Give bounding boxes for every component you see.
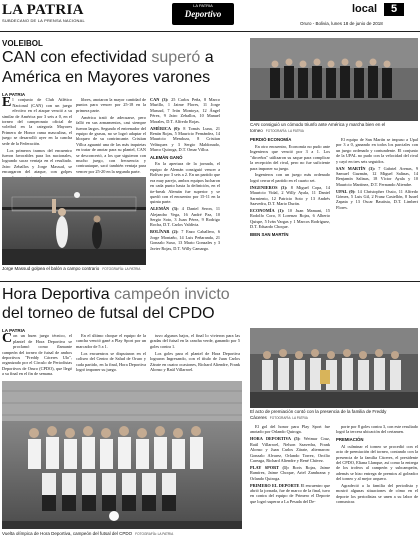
paragraph: Ingenieros con un juego más ordenado logró cerrar el partido en el cuarto set. (250, 172, 330, 183)
subhead: ALEMÁN GANÓ (150, 154, 183, 160)
paragraph: América trató de adecuarse, pero falló en sus armamentos, casi siempre fueron largos. Segundo el entrenador del equipo de grasas, no se logró adaptar el bloqueo de su contrincante. Cristian Villca aguantó una de las más inquietas en tratar de anotar para su plantel, CAN se desconcertó, a los que siguieron con mucho juego, con frecuencia y contraataque, sacó también ventaja para vencer por 25-20 en la segunda parte. (76, 114, 146, 174)
lineup-label: UPAL (0): (336, 188, 356, 194)
paragraph (2, 333, 72, 376)
headline-text: CAN con efectividad (2, 49, 152, 66)
lineup-label: BOLÍVAR (2): (150, 229, 179, 235)
article2-headline-line1 (2, 286, 230, 304)
caption-text: CAN consiguió un cómodo triunfo ante América y marcha bien en el torneo (250, 122, 386, 133)
lineup-label: CAN (3): (150, 97, 169, 102)
article2-right-col-b (336, 424, 418, 544)
lineup-label: INGENIEROS (3): (250, 184, 288, 190)
paragraph: El gol del honor para Play Sport fue anotado por Orlando Quiroga. (250, 424, 330, 435)
lineup-text: 8 Tomás Luna, 21 Renán Rojas, 5 Mauricio Fernández, 14 Mauricio Mendoza, 8 Cristian Velásquez y 3 Sergio Maldonado, Marco Quiroga, D.T. Omar Villca. (150, 125, 220, 153)
section-badge (172, 3, 234, 25)
paragraph (2, 97, 72, 146)
lineup-label: PLAY SPORT (1): (250, 464, 289, 470)
article-divider (0, 281, 420, 282)
article2-right-col-a (250, 424, 330, 544)
paragraph-text: l conjunto de Club Atlético Nacional (CAN) con un juego efectivo en el ataque venció a su similar de América por 3 sets a 0, en el torneo del campeonato oficial de voleibol en la categoría Mayores Primera de Honor rama masculina, el juego se desarrolló ayer en la cancha sede de la Federación. (2, 97, 72, 146)
lineup (336, 166, 418, 188)
photo-credit: FOTOGRAFÍA: LA PATRIA (102, 267, 141, 271)
page-number: 5 (384, 3, 404, 16)
lineup (250, 436, 330, 463)
article2-col3 (150, 333, 240, 380)
lineup-text: Weimar Cruz, Raúl Villarroel, Nelson Saavedra, Frank Alonso y Juan Carlos Zárate, alternaron: Gonzalo Alvarez, Orlando Torrez, Orcilio Careaga, Richard Aliendre y René Chávez. (250, 436, 330, 463)
masthead (0, 0, 420, 32)
lineup (250, 208, 330, 230)
paragraph: porte por 8 goles contra 3, con este resultado logró la tercera ubicación del certamen. (336, 424, 418, 435)
subhead: PERDIÓ ECONOMÍA (250, 137, 292, 142)
lineup (336, 189, 418, 211)
photo-credit: FOTOGRAFÍA: LA PATRIA (269, 415, 308, 420)
paragraph: Los primeros tramos del encuentro fueron favorables para los nacionales, logrando sacar ventaja en el resultado. Jairo Zeballos y Jorge Massud, se encargaron del ataque, con golpes (2, 147, 72, 175)
article2-col1 (2, 328, 72, 380)
award-ceremony-photo-image (250, 328, 418, 408)
section-label: local (352, 3, 378, 15)
dateline: Oruro - Bolivia, lunes 18 de junio de 2018 (300, 21, 383, 26)
lineup (250, 185, 330, 207)
right-col-b (336, 137, 418, 277)
caption-text: El acto de premiación contó con la presencia de la familia de Freddy Cáceres (250, 409, 387, 420)
lineup-text: 14 Christopher Ossio, 11 Alfredo Gómez, 5 Luis Gil, 2 Franz Castellón, 8 Israel Zapata y 13 Oscar Bautista, D.T. Limbert Flores. (336, 188, 418, 210)
lineup-label: PRIMERO EL DEPORTE (250, 482, 300, 488)
team-photo-can-image (250, 38, 418, 121)
lineup-text: 4 Daniel Seron, 11 Alejandro Vega, 16 André Paz, 10 Sergio Soto, 3 Juan Pérez, 9 Rodrigo Rocha, D.T. Carlos Valdivia. (150, 206, 220, 228)
paragraph: Los goles para el plantel de Hora Deportiva lograron Ingresando, con el título de Juan Carlos Zárate en cuatro ocasiones, Richard Aliendre, Frank Alonso y Raúl Villarroel. (150, 350, 240, 372)
article1-byline: LA PATRIA (2, 92, 26, 97)
caption-text: Jorge Massud golpea el balón a campo contrario (2, 266, 100, 271)
badge-top: LA PATRIA (193, 3, 213, 8)
futsal-photo-caption (2, 531, 242, 538)
newspaper-logo: LA PATRIA (2, 2, 84, 18)
article1-headline-line1 (2, 49, 214, 67)
paragraph: libres, anotaron la mayor cantidad de puntos para vencer por 25-18 en la primera parte. (76, 97, 146, 113)
article1-headline-line2: América en Mayores varones (2, 69, 211, 86)
headline-highlight: superó (151, 49, 201, 66)
paragraph: Agradeció a la familia del periodista y mostró algunas situaciones de cómo en el deporte los periodistas se unen a su labor de comunicar. (336, 483, 418, 505)
photo-credit: FOTOGRAFÍA: LA PATRIA (265, 128, 304, 133)
paragraph: El equipo de San Martín se impuso a Upal por 3 a 0, ganando en todos los parciales con un juego ordenado y contundente. El conjunto de la UPAL no pudo con la velocidad del rival y cayó en tres sets seguidos. (336, 137, 418, 164)
paragraph: En otro encuentro, Economía no pudo ante Ingenieros que venció por 3 a 1. Los "dirceños" utilizaron su saque para complicar la recepción del rival, pero no fue suficiente para imponer su juego. (250, 143, 330, 171)
lineup (150, 229, 220, 251)
dropcap: C (2, 331, 13, 347)
headline-text: a (200, 49, 214, 66)
headline-highlight: campeón invicto (114, 286, 230, 303)
paragraph: En la apertura de la jornada, el equipo de Alemán consiguió vencer a Bolívar por 3 sets a 2. En un partido que era muy parejo, ambos equipos lucharon en cada punto hasta la definición, en el tie-break Alemán fue superior y se quedó con el encuentro por 15-11 en la quinta parte. (150, 161, 220, 205)
lineup-label: AMÉRICA (0): (150, 125, 181, 131)
badge-main: Deportivo (184, 9, 222, 19)
paragraph: tuvo algunos bajos, el final lo vivieron para las gradas del futsal en la cancha verde, ganando por 5 goles contra 1. (150, 333, 240, 349)
team-photo-can (250, 38, 418, 121)
lineup (250, 465, 330, 481)
volleyball-photo-image (2, 177, 146, 265)
lineup (150, 206, 220, 228)
lineup-label: ALEMÁN (3): (150, 206, 179, 212)
photo-credit: FOTOGRAFÍA: LA PATRIA (135, 532, 174, 536)
award-photo-caption (250, 409, 418, 421)
paragraph: En el último choque el equipo de la cancha venció gané a Play Sport por un marcador de 5 a 1. (76, 333, 146, 349)
award-ceremony-photo (250, 328, 418, 408)
article2-headline-line2: del torneo de futsal del CPDO (2, 305, 215, 322)
subhead: BIEN SAN MARTÍN (250, 231, 289, 237)
futsal-team-photo (2, 381, 242, 529)
headline-text: Hora Deportiva (2, 286, 115, 303)
dropcap: E (2, 95, 12, 111)
volleyball-photo (2, 177, 146, 265)
lineup-label: HORA DEPORTIVA (5): (250, 436, 301, 442)
right-col-a (250, 137, 330, 277)
futsal-team-photo-image (2, 381, 242, 529)
lineup (250, 483, 330, 505)
team-photo-can-caption (250, 122, 418, 134)
lineup (150, 126, 220, 153)
article1-kicker: VOLEIBOL (2, 39, 43, 48)
lineup-text: 7 Gabriel Arenas, 9 Samuel Guzmán, 12 Miguel Salinas, 14 Benjamín Salinas, 18 Víctor Ayala y 10 Mauricio Martínez, D.T. Fernando Aliendre. (336, 165, 418, 187)
newspaper-tagline: SUBDECANO DE LA PRENSA NACIONAL (2, 18, 85, 23)
paragraph: Los encuentros se disputaron en el coliseo del Centro de Salud de Oruro y cada partido, en la final, Hora Deportiva logró imponer su juego. (76, 350, 146, 372)
lineup-text: 8 Miguel Copa, 14 Mauricio Vidal, 2 Willy Ayala, 11 Daniel Sarmiento, 12 Patricio Soto y 13 Andrés Saavedra, D.T. Mario Durán. (250, 184, 330, 206)
lineup-label: SAN MARTÍN (3): (336, 165, 376, 171)
masthead-rule (0, 31, 420, 32)
subhead: PREMIACIÓN (336, 436, 364, 442)
volleyball-photo-caption (2, 266, 146, 273)
lineup-text: Boris Rojas, Jaime Ramírez, Jaime Choque, Ariel Zambrana y Orlando Quiroga. (250, 464, 330, 481)
paragraph: Al culminar el torneo se procedió con el acto de premiación del torneo, contando con la presencia de la familia Cáceres, el presidente del CPDO, Eliana Llanque, así como la entrega de los trofeos al campeón y subcampeón, además se hizo entrega de premios al goleador del torneo y al mejor arquero. (336, 443, 418, 482)
article2-byline: LA PATRIA (2, 328, 26, 333)
lineup (150, 97, 220, 124)
lineup-label: ECONOMÍA (1): (250, 207, 285, 213)
article1-col3 (150, 97, 220, 281)
paragraph-text: on un buen juego técnico, el plantel de Hora Deportiva se proclamó como flamante campeón del torneo de futsal de ambos deportivos "Freddy Cáceres Ulo", organizado por el Círculo de Periodistas Deportivos de Oruro (CPDO), que llegó a su final en el fin de semana. (2, 333, 72, 377)
lineup-text: 10 Juan Mamani, 15 Rodolfo Coro, 8 Lorenzo Rojas, 6 Alberto Quispe, 5 Iván Vargas y 1 Marcos Rodríguez, D.T. Eduardo Choque. (250, 207, 330, 230)
article2-col2 (76, 333, 146, 380)
lineup-text: El encuentro que abrió la jornada, fue de marco de la final, tuvo en contra del equipo de Primero el Deporte que logró superar a La Pesada del De- (250, 482, 330, 504)
lineup-text: 25 Carlos Peña, 8 Marco Murillo, 1 Jaime Flores, 11 Jorge Massud, 7 Iván Montoya, 12 Ángel Pérez, 9 Jairo Zeballos, 10 Manuel Morales, D.T. Alfredo Rojas. (150, 97, 220, 124)
caption-text: Vuelta olímpica de Hora Deportiva, campeón del futsal del CPDO (2, 531, 133, 536)
lineup-text: 7 Enzo Caballero, 6 Jorge Montaño, 14 Luis Peñaranda, 21 Gonzalo Suxo, 13 Mario Gonzales y 3 Javier Rojas, D.T. Willy Camargo. (150, 229, 220, 251)
